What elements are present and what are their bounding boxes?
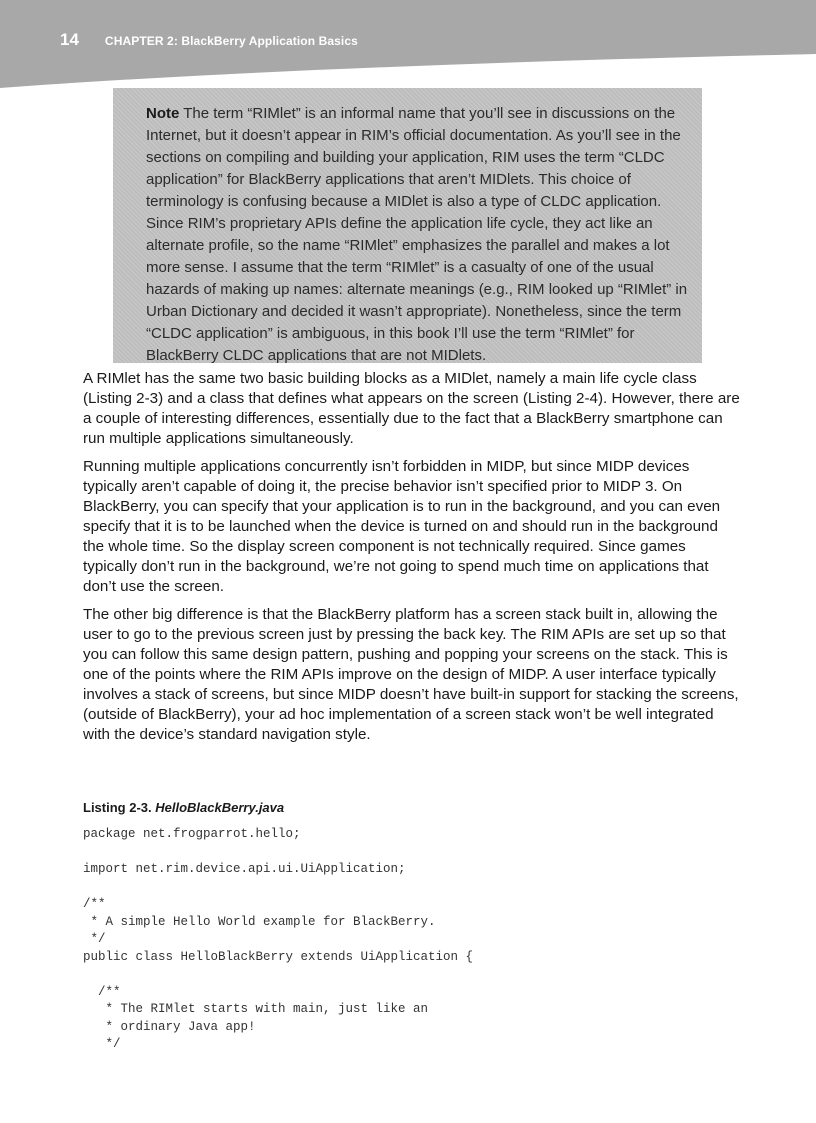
note-label: Note (146, 105, 180, 122)
paragraph-1: A RIMlet has the same two basic building blocks as a MIDlet, namely a main life cycle class (Listing 2-3) and a class that defines what appears on the screen (Listing 2-4). However, there are a couple of interesting differences, essentially due to the fact that a BlackBerry smartphone can run multiple applications simultaneously. (83, 370, 740, 447)
paragraph-3: The other big difference is that the BlackBerry platform has a screen stack built in, allowing the user to go to the previous screen just by pressing the back key. The RIM APIs are set up so that you can follow this same design pattern, pushing and popping your screens on the stack. This is one of the points where the RIM APIs improve on the design of MIDP. A user interface typically involves a stack of screens, but since MIDP doesn’t have built-in support for stacking the screens, (outside of BlackBerry), your ad hoc implementation of a screen stack won’t be well integrated with the device’s standard navigation style. (83, 606, 739, 743)
body-text (83, 369, 743, 753)
note-text: The term “RIMlet” is an informal name that you’ll see in discussions on the Internet, but it doesn’t appear in RIM’s official documentation. As you’ll see in the sections on compiling and building your application, RIM uses the term “CLDC application” for BlackBerry applications that aren’t MIDlets. This choice of terminology is confusing because a MIDlet is also a type of CLDC application. Since RIM’s proprietary APIs define the application life cycle, they act like an alternate profile, so the name “RIMlet” emphasizes the parallel and makes a lot more sense. I assume that the term “RIMlet” is a casualty of one of the usual hazards of making up names: alternate meanings (e.g., RIM looked up “RIMlet” in Urban Dictionary and decided it wasn’t appropriate). Nonetheless, since the term “CLDC application” is ambiguous, in this book I’ll use the term “RIMlet” for BlackBerry CLDC applications that are not MIDlets. (146, 105, 688, 364)
chapter-title: CHAPTER 2: BlackBerry Application Basics (104, 34, 358, 48)
note-box (113, 88, 702, 363)
code-listing: package net.frogparrot.hello; import net.rim.device.api.ui.UiApplication; /** * A simple Hello World example for BlackBerry. */ public class HelloBlackBerry extends UiApplication { /** * The RIMlet starts with main, just like an * ordinary Java app! */ (83, 827, 474, 1051)
running-header (60, 30, 358, 50)
listing-label: Listing 2-3. (83, 800, 152, 815)
listing-filename: HelloBlackBerry.java (155, 800, 285, 815)
note-paragraph (146, 103, 688, 367)
listing-caption (83, 800, 284, 815)
page-number: 14 (60, 30, 79, 49)
paragraph-2: Running multiple applications concurrently isn’t forbidden in MIDP, but since MIDP devices typically aren’t capable of doing it, the precise behavior isn’t specified prior to MIDP 3. On BlackBerry, you can specify that your application is to run in the background, and you can even specify that it is to be launched when the device is turned on and should run in the background the whole time. So the display screen component is not technically required. Since games typically don’t run in the background, we’re not going to spend much time on applications that don’t use the screen. (83, 458, 721, 595)
